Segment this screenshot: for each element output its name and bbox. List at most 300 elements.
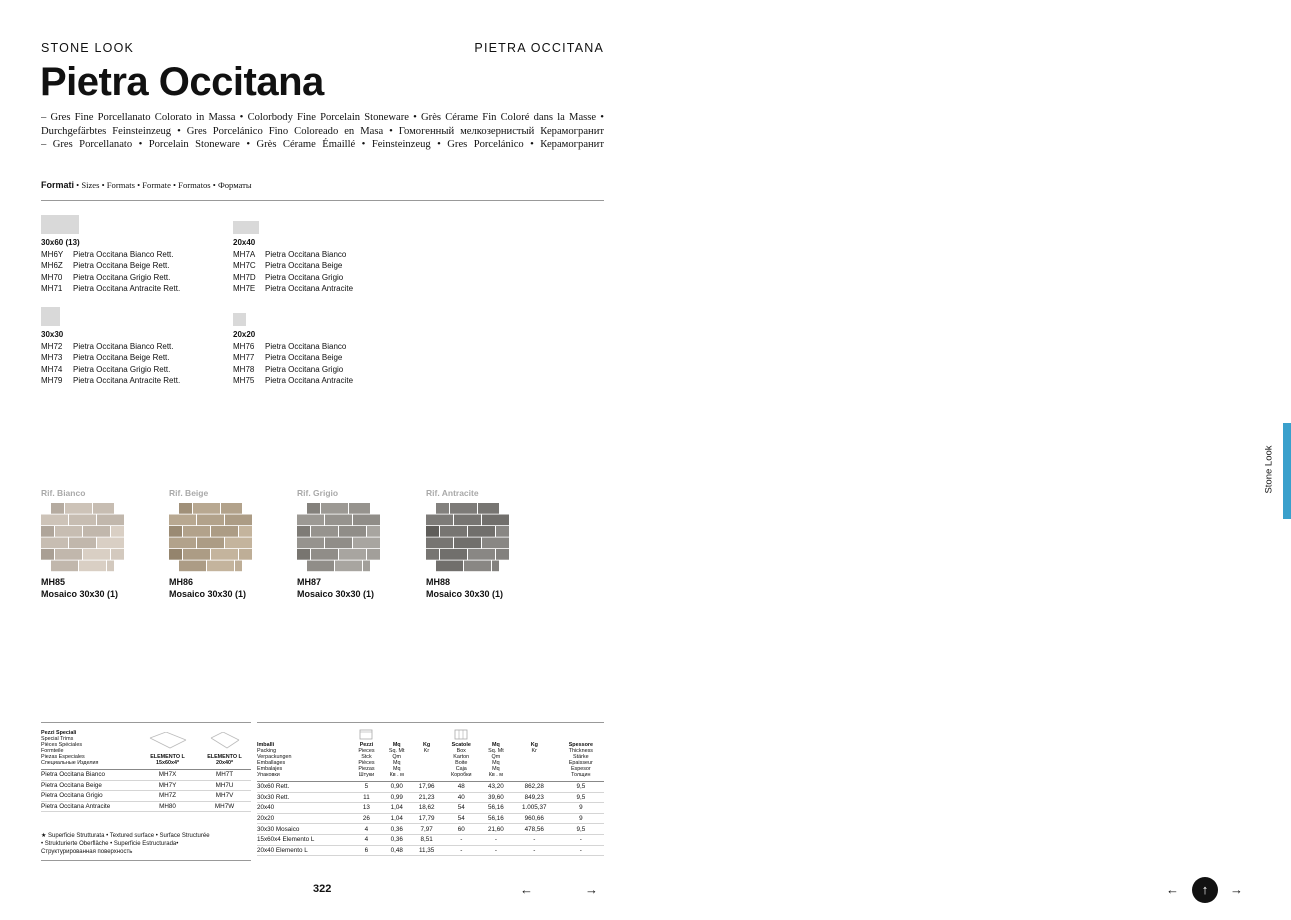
heading-line: Piezas Especiales	[41, 754, 85, 760]
table-cell: 1,04	[382, 803, 412, 814]
format-swatch-20x20	[233, 313, 246, 326]
mosaic-tile	[353, 538, 380, 549]
table-cell: MH7T	[198, 770, 251, 781]
product-code: MH75	[233, 376, 255, 386]
product-name: Pietra Occitana Antracite	[265, 376, 354, 386]
table-cell: 40	[442, 792, 481, 803]
product-name: Pietra Occitana Beige	[265, 261, 343, 271]
list-item	[233, 260, 353, 271]
column-header-line: Qm	[491, 754, 501, 760]
table-cell: 20x40	[257, 803, 351, 814]
table-cell: Pietra Occitana Bianco	[41, 770, 137, 781]
product-description	[41, 111, 604, 152]
mosaic-tile	[111, 549, 124, 560]
column-header-line: Qm	[392, 754, 402, 760]
viewer-next-button[interactable]	[1230, 882, 1243, 897]
mosaic-tile	[440, 549, 467, 560]
description-line: Durchgefärbtes Feinsteinzeug • Gres Porcelánico Fino Coloreado en Masa • Гомогенный мелкозернистый Керамогранит	[41, 125, 604, 137]
list-item	[41, 260, 180, 271]
product-code: MH70	[41, 272, 63, 282]
column-header	[558, 728, 604, 782]
table-cell: Pietra Occitana Beige	[41, 780, 137, 791]
table-cell: 478,56	[511, 824, 558, 835]
mosaic-tile	[65, 503, 92, 514]
special-trims-heading	[41, 730, 137, 770]
table-cell: MH7Z	[137, 791, 198, 802]
mosaic-image	[297, 503, 380, 572]
mosaic-code: MH85	[41, 577, 66, 587]
mosaic-tile	[454, 538, 481, 549]
tile-icon	[358, 728, 374, 740]
table-cell: 0,48	[382, 845, 412, 856]
heading-line: Embalajes	[257, 766, 283, 772]
table-cell: 20x40 Elemento L	[257, 845, 351, 856]
mosaic-tile	[297, 538, 324, 549]
column-header	[382, 728, 412, 782]
l-element-icon	[209, 732, 241, 752]
product-name: Pietra Occitana Bianco	[265, 250, 347, 259]
mosaic-tile	[93, 503, 114, 514]
table-cell: 30x30 Mosaico	[257, 824, 351, 835]
arrow-right-icon: →	[585, 882, 598, 897]
column-header-line: Коробки	[450, 772, 472, 778]
viewer-prev-button[interactable]	[1166, 882, 1179, 897]
column-header-line: Epaisseur	[568, 760, 593, 766]
product-code: MH7A	[233, 250, 256, 259]
column-header-line: Mq	[392, 766, 401, 772]
product-name: Pietra Occitana Antracite Rett.	[73, 376, 181, 386]
format-list	[233, 341, 353, 387]
format-size: 30x60 (13)	[41, 238, 80, 247]
packing-heading	[257, 728, 351, 782]
mosaic-tile	[169, 526, 182, 537]
list-item	[233, 364, 353, 375]
table-row	[257, 803, 604, 814]
special-trims-table	[41, 730, 251, 812]
product-name: Pietra Occitana Bianco	[265, 342, 347, 351]
table-cell: MH7X	[137, 770, 198, 781]
format-size: 20x20	[233, 330, 256, 339]
mosaic-tile	[221, 503, 242, 514]
mosaic-tile	[426, 549, 439, 560]
table-cell: 9,5	[558, 792, 604, 803]
list-item	[41, 283, 180, 294]
mosaic-tile	[183, 526, 210, 537]
table-cell: 30x30 Rett.	[257, 792, 351, 803]
list-item	[41, 375, 180, 386]
table-cell: 17,96	[412, 782, 442, 793]
mosaic-tile	[321, 503, 348, 514]
table-cell: 43,20	[481, 782, 511, 793]
column-header	[351, 728, 382, 782]
column-header-line: Box	[456, 748, 466, 754]
mosaic-tile	[311, 526, 338, 537]
table-cell: 30x60 Rett.	[257, 782, 351, 793]
table-row	[257, 813, 604, 824]
list-item	[41, 272, 180, 283]
column-header-line: Mq	[392, 742, 401, 748]
mosaic-tile	[239, 549, 252, 560]
mosaic-card[interactable]	[41, 488, 124, 600]
table-cell: 849,23	[511, 792, 558, 803]
arrow-left-icon: ←	[1166, 882, 1179, 897]
mosaic-tile	[482, 538, 509, 549]
mosaic-reference: Rif. Antracite	[426, 488, 479, 498]
divider	[41, 722, 251, 723]
mosaic-tile	[169, 549, 182, 560]
category-label: STONE LOOK	[41, 41, 135, 55]
mosaic-tile	[349, 503, 370, 514]
format-list	[41, 341, 180, 387]
divider	[41, 200, 604, 201]
product-name: Pietra Occitana Grigio Rett.	[73, 364, 171, 374]
mosaic-image	[426, 503, 509, 572]
heading-line: Imballi	[257, 742, 275, 748]
footnote-line: Структурированная поверхность	[41, 849, 133, 856]
packing-table	[257, 728, 604, 856]
format-list	[41, 249, 180, 295]
mosaic-tile	[311, 549, 338, 560]
column-header-line: Stck	[361, 754, 372, 760]
table-cell: -	[511, 845, 558, 856]
footnote-line: • Strukturierte Oberfläche • Superficie Estructurada•	[41, 841, 179, 848]
list-item	[233, 341, 353, 352]
footnote-line: ★ Superficie Strutturata • Textured surface • Surface Structurée	[41, 833, 210, 839]
table-cell: MH7V	[198, 791, 251, 802]
arrow-up-icon: ↑	[1201, 882, 1209, 897]
mosaic-tile	[339, 549, 366, 560]
product-name: Pietra Occitana Grigio Rett.	[73, 272, 171, 282]
table-cell: 11,35	[412, 845, 442, 856]
column-header	[198, 730, 251, 770]
mosaic-card[interactable]	[297, 488, 380, 600]
product-code: MH7D	[233, 272, 256, 282]
mosaic-name: Mosaico 30x30 (1)	[297, 588, 375, 599]
mosaic-tile	[225, 515, 252, 526]
product-name: Pietra Occitana Beige	[265, 353, 343, 363]
mosaic-tile	[307, 503, 320, 514]
mosaic-tile	[169, 515, 196, 526]
mosaic-tile	[83, 526, 110, 537]
formats-heading-rest: • Sizes • Formats • Formate • Formatos • Форматы	[74, 180, 252, 190]
table-cell: Pietra Occitana Antracite	[41, 801, 137, 812]
product-code: MH72	[41, 342, 63, 351]
column-header-line: Stärke	[573, 754, 589, 760]
mosaic-tile	[107, 561, 114, 572]
mosaic-name: Mosaico 30x30 (1)	[169, 588, 247, 599]
page-title: Pietra Occitana	[40, 60, 324, 104]
format-swatch-30x30	[41, 307, 60, 326]
mosaic-tile	[55, 549, 82, 560]
table-cell: 39,60	[481, 792, 511, 803]
table-cell: 18,62	[412, 803, 442, 814]
list-item	[41, 249, 180, 260]
column-header-line: Thickness	[568, 748, 593, 754]
product-name: Pietra Occitana Grigio	[265, 272, 344, 282]
mosaic-tile	[335, 561, 362, 572]
mosaic-tile	[235, 561, 242, 572]
table-cell: MH80	[137, 801, 198, 812]
column-header-line: Karton	[453, 754, 470, 760]
mosaic-card[interactable]	[169, 488, 252, 600]
column-header-line: Espesor	[570, 766, 591, 772]
mosaic-tile	[307, 561, 334, 572]
heading-line: Упаковки	[257, 772, 280, 778]
product-code: MH7C	[233, 261, 256, 271]
column-header-line: ELEMENTO L	[150, 754, 185, 760]
mosaic-tile	[464, 561, 491, 572]
column-header-line: Kg	[530, 742, 538, 748]
mosaic-tile	[69, 515, 96, 526]
column-header-line: 15x60x4*	[155, 760, 180, 766]
product-code: MH6Y	[41, 250, 64, 259]
heading-line: Специальные Изделия	[41, 760, 99, 766]
product-code: MH76	[233, 342, 255, 351]
table-cell: 7,97	[412, 824, 442, 835]
table-cell: 20x20	[257, 813, 351, 824]
column-header-line: Scatole	[451, 742, 471, 748]
table-header-row	[257, 728, 604, 782]
mosaic-tile	[426, 515, 453, 526]
mosaic-name: Mosaico 30x30 (1)	[41, 588, 119, 599]
product-name: Pietra Occitana Antracite Rett.	[73, 284, 181, 294]
mosaic-tile	[482, 515, 509, 526]
table-cell: 56,16	[481, 813, 511, 824]
side-tab-accent[interactable]	[1283, 423, 1291, 519]
table-cell: 15x60x4 Elemento L	[257, 834, 351, 845]
table-cell: 21,23	[412, 792, 442, 803]
mosaic-tile	[367, 549, 380, 560]
table-cell: 9	[558, 813, 604, 824]
table-header-row	[41, 730, 251, 770]
mosaic-tile	[211, 549, 238, 560]
product-code: MH73	[41, 353, 63, 363]
table-cell: 0,90	[382, 782, 412, 793]
table-cell: 21,60	[481, 824, 511, 835]
mosaic-tile	[436, 561, 463, 572]
mosaic-card[interactable]	[426, 488, 509, 600]
mosaic-tile	[197, 538, 224, 549]
mosaic-tile	[426, 526, 439, 537]
description-line: – Gres Fine Porcellanato Colorato in Massa • Colorbody Fine Porcelain Stoneware • Grès Cérame Fin Coloré dans la Masse •	[41, 112, 604, 123]
table-cell: 9,5	[558, 782, 604, 793]
mosaic-tile	[51, 561, 78, 572]
table-cell: MH7Y	[137, 780, 198, 791]
mosaic-tile	[297, 526, 310, 537]
mosaic-image	[169, 503, 252, 572]
mosaic-tile	[97, 515, 124, 526]
mosaic-tile	[297, 515, 324, 526]
prev-page-button[interactable]	[520, 882, 533, 897]
list-item	[233, 352, 353, 363]
mosaic-tile	[496, 526, 509, 537]
mosaic-reference: Rif. Bianco	[41, 488, 86, 498]
mosaic-tile	[454, 515, 481, 526]
table-row	[41, 791, 251, 802]
mosaic-tile	[353, 515, 380, 526]
mosaic-tile	[468, 526, 495, 537]
table-cell: -	[558, 845, 604, 856]
table-cell: 11	[351, 792, 382, 803]
mosaic-tile	[55, 526, 82, 537]
product-code: MH78	[233, 364, 255, 374]
table-cell: 1,04	[382, 813, 412, 824]
table-cell: 54	[442, 803, 481, 814]
divider	[257, 722, 604, 723]
mosaic-code: MH86	[169, 577, 194, 587]
arrow-right-icon: →	[1230, 882, 1243, 897]
mosaic-tile	[440, 526, 467, 537]
mosaic-code: MH87	[297, 577, 322, 587]
product-name: Pietra Occitana Grigio	[265, 364, 344, 374]
mosaic-tile	[97, 538, 124, 549]
mosaic-tile	[297, 549, 310, 560]
product-code: MH74	[41, 364, 63, 374]
list-item	[233, 375, 353, 386]
mosaic-tile	[79, 561, 106, 572]
mosaic-tile	[179, 503, 192, 514]
column-header	[511, 728, 558, 782]
mosaic-tile	[41, 549, 54, 560]
product-name: Pietra Occitana Beige Rett.	[73, 261, 170, 271]
mosaic-reference: Rif. Beige	[169, 488, 209, 498]
side-tab[interactable]	[1262, 423, 1276, 519]
heading-line: Packing	[257, 748, 277, 754]
column-header-line: Piezas	[358, 766, 375, 772]
column-header	[481, 728, 511, 782]
formats-heading	[41, 180, 252, 190]
table-cell: 56,16	[481, 803, 511, 814]
mosaic-tile	[426, 538, 453, 549]
heading-line: Pièces Spéciales	[41, 742, 83, 748]
box-icon	[453, 728, 469, 740]
mosaic-tile	[41, 526, 54, 537]
table-cell: -	[558, 834, 604, 845]
format-swatch-30x60	[41, 215, 79, 234]
product-code: MH6Z	[41, 261, 63, 271]
column-header-line: Mq	[492, 742, 500, 748]
table-cell: 54	[442, 813, 481, 824]
product-name: Pietra Occitana Beige Rett.	[73, 353, 170, 363]
table-cell: 0,36	[382, 824, 412, 835]
table-cell: 8,51	[412, 834, 442, 845]
mosaic-tile	[197, 515, 224, 526]
mosaic-tile	[111, 526, 124, 537]
column-header-line: ELEMENTO L	[207, 754, 242, 760]
table-cell: -	[442, 834, 481, 845]
table-cell: Pietra Occitana Grigio	[41, 791, 137, 802]
mosaic-tile	[41, 538, 68, 549]
heading-line: Formteile	[41, 748, 64, 754]
format-list	[233, 249, 353, 295]
mosaic-tile	[325, 538, 352, 549]
format-swatch-20x40	[233, 221, 259, 234]
column-header-line: Pezzi	[359, 742, 374, 748]
table-cell: -	[442, 845, 481, 856]
mosaic-tile	[492, 561, 499, 572]
next-page-button[interactable]	[585, 882, 598, 897]
table-cell: -	[481, 834, 511, 845]
footnote	[41, 832, 210, 857]
column-header-line: Kг	[423, 748, 430, 754]
column-header	[137, 730, 198, 770]
table-cell: 60	[442, 824, 481, 835]
heading-line: Pezzi Speciali	[41, 730, 77, 736]
column-header-line: Sq. Mt	[388, 748, 405, 754]
table-cell: -	[481, 845, 511, 856]
mosaic-image	[41, 503, 124, 572]
mosaic-tile	[239, 526, 252, 537]
product-code: MH79	[41, 376, 63, 386]
mosaic-tile	[211, 526, 238, 537]
mosaic-tile	[363, 561, 370, 572]
column-header-line: Kg	[422, 742, 431, 748]
scroll-top-button[interactable]	[1192, 877, 1218, 903]
table-row	[41, 770, 251, 781]
column-header-line: Pièces	[358, 760, 375, 766]
mosaic-tile	[468, 549, 495, 560]
table-cell: 0,36	[382, 834, 412, 845]
table-row	[41, 780, 251, 791]
column-header	[442, 728, 481, 782]
series-label: PIETRA OCCITANA	[474, 41, 604, 55]
mosaic-tile	[69, 538, 96, 549]
formats-heading-bold: Formati	[41, 180, 75, 190]
mosaic-tile	[478, 503, 499, 514]
column-header-line: Mq	[392, 760, 401, 766]
heading-line: Special Trims	[41, 736, 74, 742]
table-row	[257, 845, 604, 856]
column-header-line: Толщин	[571, 772, 591, 778]
table-cell: -	[511, 834, 558, 845]
column-header-line: Kг	[531, 748, 538, 754]
list-item	[233, 272, 353, 283]
table-cell: 17,79	[412, 813, 442, 824]
table-cell: 9,5	[558, 824, 604, 835]
mosaic-reference: Rif. Grigio	[297, 488, 339, 498]
mosaic-tile	[183, 549, 210, 560]
column-header-line: Кв . м	[389, 772, 404, 778]
mosaic-tile	[169, 538, 196, 549]
product-code: MH7E	[233, 284, 256, 294]
mosaic-tile	[225, 538, 252, 549]
table-cell: 960,66	[511, 813, 558, 824]
mosaic-tile	[496, 549, 509, 560]
product-name: Pietra Occitana Bianco Rett.	[73, 250, 174, 259]
table-cell: 5	[351, 782, 382, 793]
heading-line: Verpackungen	[257, 754, 292, 760]
column-header-line: Штуки	[358, 772, 375, 778]
table-row	[257, 824, 604, 835]
mosaic-code: MH88	[426, 577, 451, 587]
mosaic-name: Mosaico 30x30 (1)	[426, 588, 504, 599]
product-name: Pietra Occitana Antracite	[265, 284, 354, 294]
mosaic-tile	[325, 515, 352, 526]
table-cell: 26	[351, 813, 382, 824]
column-header-line: Pieces	[358, 748, 375, 754]
column-header-line: Sq. Mt	[488, 748, 504, 754]
table-cell: 1.005,37	[511, 803, 558, 814]
column-header-line: Spessore	[568, 742, 593, 748]
packing-body	[257, 782, 604, 856]
mosaic-tile	[207, 561, 234, 572]
column-header-line: Caja	[455, 766, 467, 772]
table-cell: 6	[351, 845, 382, 856]
table-row	[257, 782, 604, 793]
l-element-icon	[148, 732, 188, 752]
product-name: Pietra Occitana Bianco Rett.	[73, 342, 174, 351]
product-code: MH77	[233, 353, 255, 363]
